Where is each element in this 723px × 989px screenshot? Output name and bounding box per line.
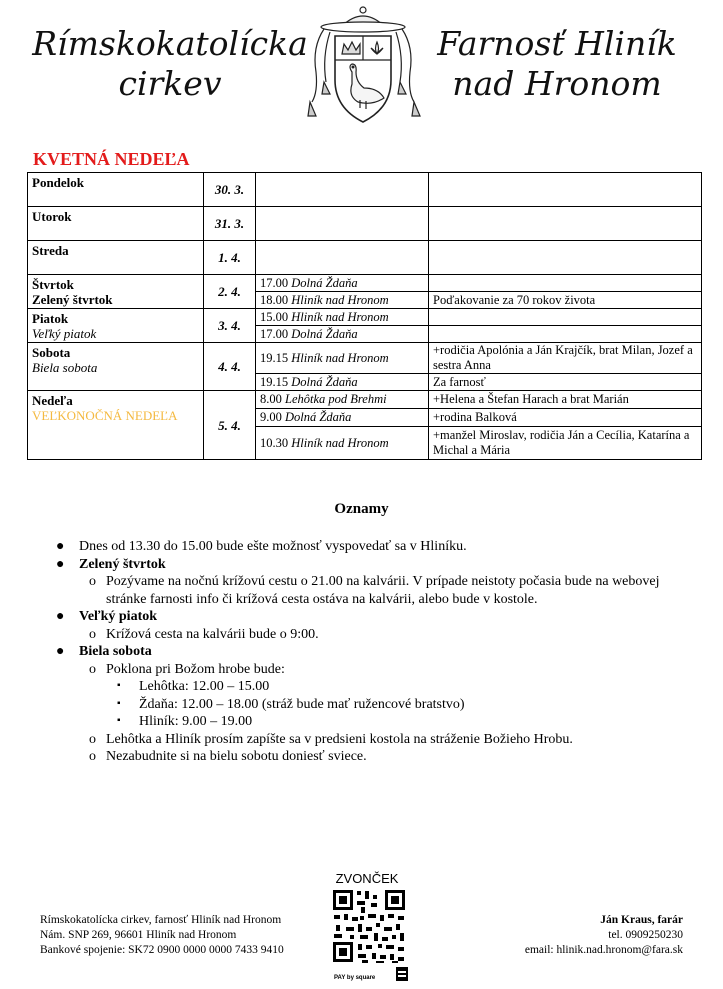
intent-cell: [429, 275, 702, 292]
day-sublabel: Zelený štvrtok: [32, 292, 113, 307]
footer-contact-left: [40, 913, 284, 958]
footer-contact-right: [525, 913, 683, 958]
mass-place: Hliník nad Hronom: [291, 292, 389, 307]
mass-time: 17.00: [260, 275, 289, 290]
table-row: [28, 173, 702, 207]
day-label: Sobota: [32, 345, 71, 360]
header-left-line1: Rímskokatolícka: [32, 24, 308, 63]
intent-cell: [429, 173, 702, 207]
mass-place: Hliník nad Hronom: [291, 435, 389, 450]
header-right-title: [426, 24, 688, 104]
list-item: [0, 643, 723, 661]
announcement-text: Lehôtka: 12.00 – 15.00: [139, 679, 270, 694]
mass-time: 9.00: [260, 410, 282, 424]
mass-place: Dolná Ždaňa: [291, 326, 358, 341]
mass-cell: [256, 292, 429, 309]
header-left-line2: cirkev: [118, 64, 222, 103]
mass-cell: [256, 409, 429, 427]
announcement-heading: Biela sobota: [79, 644, 152, 659]
announcement-heading: Zelený štvrtok: [79, 556, 166, 572]
day-sublabel: VEĽKONOČNÁ NEDEĽA: [32, 408, 178, 423]
intent-cell: +Helena a Štefan Harach a brat Marián: [429, 391, 702, 409]
mass-time: 19.15: [260, 374, 289, 389]
mass-cell: [256, 173, 429, 207]
list-item: [0, 731, 723, 749]
header-right-line1: Farnosť Hliník: [437, 24, 677, 63]
announcement-text: Pozývame na nočnú krížovú cestu o 21.00 na kalvárii. V prípade neistoty počasia bude na webovej stránke farnosti info či krížová cesta ostáva na kalvárii, alebo bude v kostole.: [106, 574, 660, 607]
day-label: Nedeľa: [32, 393, 73, 408]
intent-cell: +manžel Miroslav, rodičia Ján a Cecília, Katarína a Michal a Mária: [429, 427, 702, 460]
day-label: Štvrtok: [32, 277, 74, 292]
mass-place: Dolná Ždaňa: [291, 374, 358, 389]
mass-place: Dolná Ždaňa: [291, 275, 358, 290]
list-item: [0, 538, 723, 556]
day-cell: [28, 309, 204, 343]
footer-priest: Ján Kraus, farár: [600, 914, 683, 926]
table-row: [28, 343, 702, 374]
day-sublabel: Biela sobota: [32, 360, 98, 375]
table-row: [28, 391, 702, 409]
footer-phone: tel. 0909250230: [608, 929, 683, 941]
coat-of-arms-icon: [302, 2, 424, 126]
announcement-text: Lehôtka a Hliník prosím zapíšte sa v predsieni kostola na stráženie Božieho Hrobu.: [106, 731, 573, 747]
mass-place: Hliník nad Hronom: [291, 350, 389, 365]
date-cell: 31. 3.: [204, 207, 256, 241]
list-item: [0, 696, 723, 714]
intent-cell: +rodičia Apolónia a Ján Krajčík, brat Milan, Jozef a sestra Anna: [429, 343, 702, 374]
mass-cell: [256, 207, 429, 241]
day-cell: Utorok: [28, 207, 204, 241]
list-item: [0, 573, 723, 608]
mass-schedule-table: [27, 172, 702, 460]
mass-time: 8.00: [260, 392, 282, 406]
announcement-text: Ždaňa: 12.00 – 18.00 (stráž bude mať ružencové bratstvo): [139, 696, 465, 712]
list-item: [0, 556, 723, 574]
date-cell: 4. 4.: [204, 343, 256, 391]
header-right-line2: nad Hronom: [452, 64, 662, 103]
mass-cell: [256, 309, 429, 326]
footer-org: Rímskokatolícka cirkev, farnosť Hliník nad Hronom: [40, 914, 282, 926]
mass-place: Dolná Ždaňa: [285, 410, 352, 424]
day-cell: [28, 343, 204, 391]
list-item: [0, 661, 723, 679]
qr-code-icon[interactable]: [330, 887, 410, 983]
mass-time: 18.00: [260, 292, 289, 307]
mass-cell: [256, 343, 429, 374]
week-title: KVETNÁ NEDEĽA: [33, 149, 190, 169]
announcements-title: Oznamy: [334, 501, 389, 517]
bullet-icon: ●: [56, 609, 65, 624]
bullet-icon: ●: [56, 556, 65, 572]
announcement-text: Hliník: 9.00 – 19.00: [139, 714, 253, 729]
intent-cell: [429, 309, 702, 326]
footer-bank: Bankové spojenie: SK72 0900 0000 0000 7433 9410: [40, 944, 284, 956]
day-sublabel: Veľký piatok: [32, 326, 97, 341]
square-bullet-icon: ▪: [117, 680, 121, 691]
table-row: [28, 241, 702, 275]
list-item: [0, 713, 723, 731]
list-item: [0, 626, 723, 644]
intent-cell: Za farnosť: [429, 374, 702, 391]
day-cell: [28, 275, 204, 309]
circle-bullet-icon: o: [89, 574, 96, 589]
day-cell: Pondelok: [28, 173, 204, 207]
announcement-text: Poklona pri Božom hrobe bude:: [106, 661, 285, 677]
day-cell: [28, 391, 204, 460]
header-left-title: [30, 24, 310, 104]
date-cell: 5. 4.: [204, 391, 256, 460]
mass-time: 10.30: [260, 435, 289, 450]
circle-bullet-icon: o: [89, 749, 96, 764]
mass-cell: [256, 275, 429, 292]
intent-cell: [429, 207, 702, 241]
mass-place: Lehôtka pod Brehmi: [285, 392, 387, 406]
mass-cell: [256, 391, 429, 409]
footer-address: Nám. SNP 269, 96601 Hliník nad Hronom: [40, 929, 237, 941]
table-row: [28, 309, 702, 326]
qr-label: ZVONČEK: [335, 871, 399, 886]
announcement-text: Dnes od 13.30 do 15.00 bude ešte možnosť vyspovedať sa v Hliníku.: [79, 539, 467, 554]
intent-cell: +rodina Balková: [429, 409, 702, 427]
mass-cell: [256, 326, 429, 343]
day-cell: Streda: [28, 241, 204, 275]
circle-bullet-icon: o: [89, 731, 96, 747]
announcement-text: Nezabudnite si na bielu sobotu doniesť sviece.: [106, 749, 367, 764]
table-row: [28, 275, 702, 292]
square-bullet-icon: ▪: [117, 697, 121, 709]
mass-place: Hliník nad Hronom: [291, 309, 389, 324]
mass-cell: [256, 374, 429, 391]
announcement-heading: Veľký piatok: [79, 609, 158, 624]
mass-time: 15.00: [260, 309, 289, 324]
footer-email[interactable]: email: hlinik.nad.hronom@fara.sk: [524, 944, 683, 956]
bullet-icon: ●: [56, 644, 65, 659]
bullet-icon: ●: [56, 539, 65, 554]
announcements-list: [0, 538, 723, 766]
mass-cell: [256, 427, 429, 460]
intent-cell: [429, 241, 702, 275]
circle-bullet-icon: o: [89, 661, 96, 677]
qr-caption: PAY by square: [334, 975, 376, 981]
list-item: [0, 678, 723, 696]
square-bullet-icon: ▪: [117, 715, 121, 726]
announcement-text: Krížová cesta na kalvárii bude o 9:00.: [106, 626, 319, 642]
date-cell: 1. 4.: [204, 241, 256, 275]
mass-time: 17.00: [260, 326, 289, 341]
day-label: Piatok: [32, 311, 69, 326]
circle-bullet-icon: o: [89, 626, 96, 642]
date-cell: 3. 4.: [204, 309, 256, 343]
list-item: [0, 748, 723, 766]
intent-cell: [429, 326, 702, 343]
date-cell: 30. 3.: [204, 173, 256, 207]
list-item: [0, 608, 723, 626]
date-cell: 2. 4.: [204, 275, 256, 309]
table-row: [28, 207, 702, 241]
mass-cell: [256, 241, 429, 275]
mass-time: 19.15: [260, 350, 289, 365]
intent-cell: Poďakovanie za 70 rokov života: [429, 292, 702, 309]
